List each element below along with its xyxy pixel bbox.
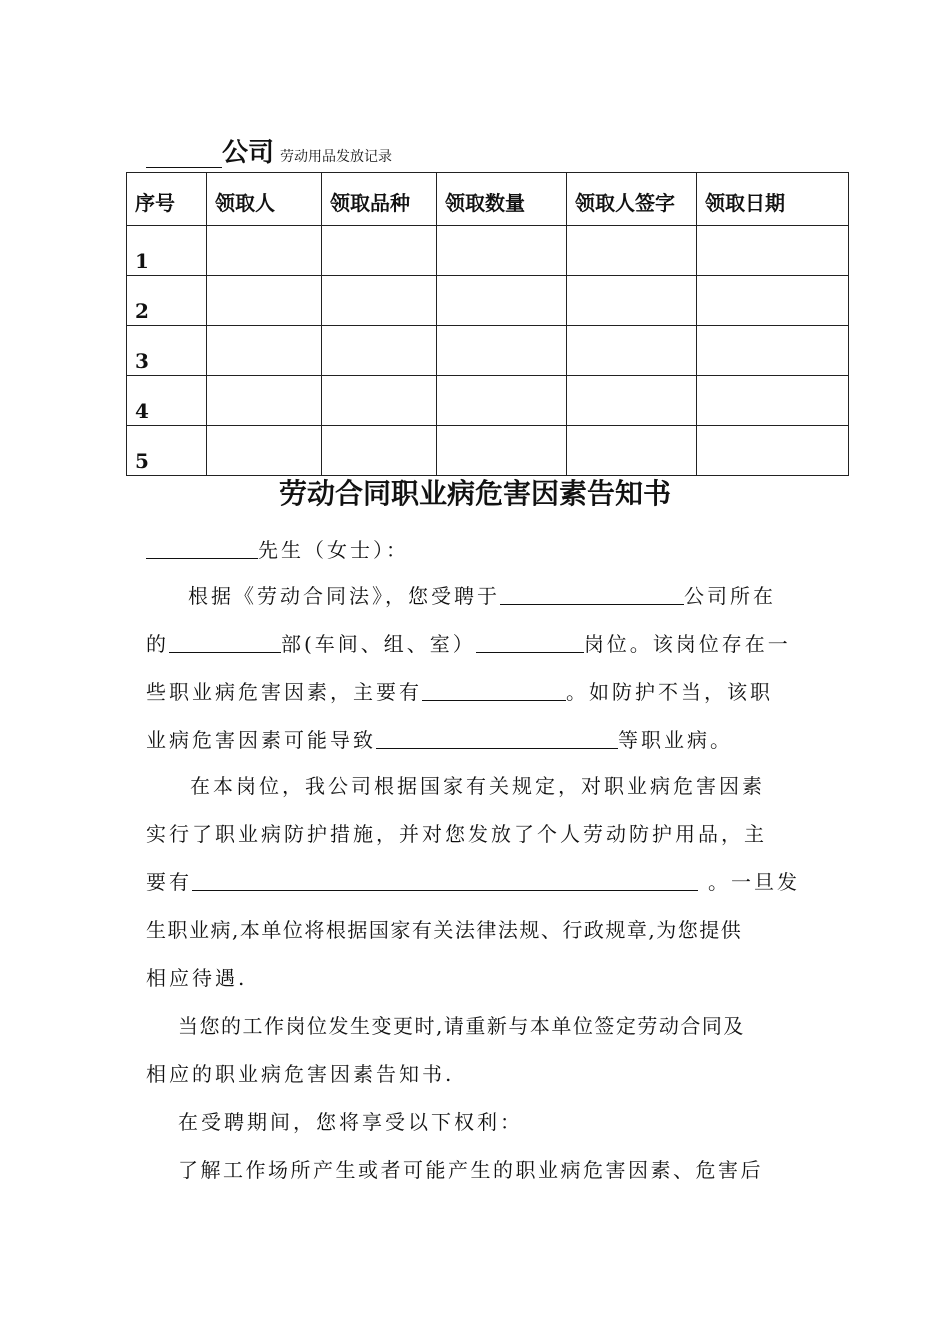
notice-title: 劳动合同职业病危害因素告知书 (278, 477, 671, 510)
table-cell (437, 426, 567, 476)
text-span: 部(车间、组、室） (281, 632, 476, 656)
paragraph-line (146, 680, 816, 704)
table-cell (567, 276, 697, 326)
table-cell (567, 226, 697, 276)
table-cell (437, 276, 567, 326)
table-cell (567, 376, 697, 426)
header-seq: 序号 (127, 173, 207, 226)
table-cell (697, 276, 849, 326)
salutation-text: 先生（女士）： (258, 538, 409, 562)
table-cell (697, 376, 849, 426)
table-cell (322, 376, 437, 426)
table-cell (207, 326, 322, 376)
header-signature: 领取人签字 (567, 173, 697, 226)
text-span: 。一旦发 (708, 870, 800, 894)
position-blank (476, 632, 584, 653)
table-cell (567, 426, 697, 476)
paragraph-line: 实行了职业病防护措施，并对您发放了个人劳动防护用品，主 (146, 822, 767, 846)
table-row (127, 326, 849, 376)
text-span: 岗位。该岗位存在一 (583, 632, 791, 656)
header-item: 领取品种 (322, 173, 437, 226)
row-number: 5 (127, 426, 207, 476)
table-cell (207, 226, 322, 276)
table-cell (207, 426, 322, 476)
paragraph-line: 了解工作场所产生或者可能产生的职业病危害因素、危害后 (178, 1158, 763, 1182)
header-date: 领取日期 (697, 173, 849, 226)
protective-items-blank (192, 870, 698, 891)
text-span: 根据《劳动合同法》，您受聘于 (188, 584, 500, 608)
paragraph-line: 当您的工作岗位发生变更时,请重新与本单位签定劳动合同及 (178, 1014, 745, 1038)
record-title: 劳动用品发放记录 (280, 149, 392, 165)
paragraph-line: 在受聘期间，您将享受以下权利： (178, 1110, 523, 1134)
header-recipient: 领取人 (207, 173, 322, 226)
paragraph-line (146, 632, 816, 656)
disease-blank (376, 728, 618, 749)
row-number: 4 (127, 376, 207, 426)
paragraph-line: 相应待遇. (146, 966, 248, 990)
text-span: 的 (146, 632, 169, 656)
table-cell (567, 326, 697, 376)
paragraph-line (146, 870, 816, 894)
header-quantity: 领取数量 (437, 173, 567, 226)
table-cell (322, 226, 437, 276)
paragraph-line (146, 728, 816, 752)
company-name-blank (146, 151, 222, 168)
salutation-line (146, 538, 816, 562)
name-blank (146, 538, 258, 559)
paragraph-line: 生职业病,本单位将根据国家有关法律法规、行政规章,为您提供 (146, 918, 743, 942)
table-cell (437, 226, 567, 276)
table-cell (322, 326, 437, 376)
table-cell (697, 426, 849, 476)
table-row (127, 276, 849, 326)
table-cell (322, 426, 437, 476)
table-cell (322, 276, 437, 326)
table-cell (207, 276, 322, 326)
text-span: 些职业病危害因素，主要有 (146, 680, 422, 704)
row-number: 2 (127, 276, 207, 326)
company-blank (500, 584, 684, 605)
table-cell (697, 326, 849, 376)
table-cell (437, 376, 567, 426)
table-cell (437, 326, 567, 376)
row-number: 3 (127, 326, 207, 376)
table-header-row (127, 173, 849, 226)
company-word: 公司 (222, 138, 275, 168)
table-row (127, 226, 849, 276)
paragraph-line: 相应的职业病危害因素告知书. (146, 1062, 455, 1086)
text-span: 业病危害因素可能导致 (146, 728, 376, 752)
paragraph-line (188, 584, 858, 608)
table-row (127, 376, 849, 426)
text-span: 要有 (146, 870, 192, 894)
text-span: 。如防护不当，该职 (566, 680, 773, 704)
department-blank (169, 632, 281, 653)
distribution-record-table (126, 172, 849, 476)
table-cell (207, 376, 322, 426)
table-cell (697, 226, 849, 276)
row-number: 1 (127, 226, 207, 276)
text-span: 等职业病。 (618, 728, 733, 752)
table-row (127, 426, 849, 476)
hazard-blank (422, 680, 566, 701)
paragraph-line: 在本岗位，我公司根据国家有关规定，对职业病危害因素 (190, 774, 765, 798)
text-span: 公司所在 (684, 584, 776, 608)
